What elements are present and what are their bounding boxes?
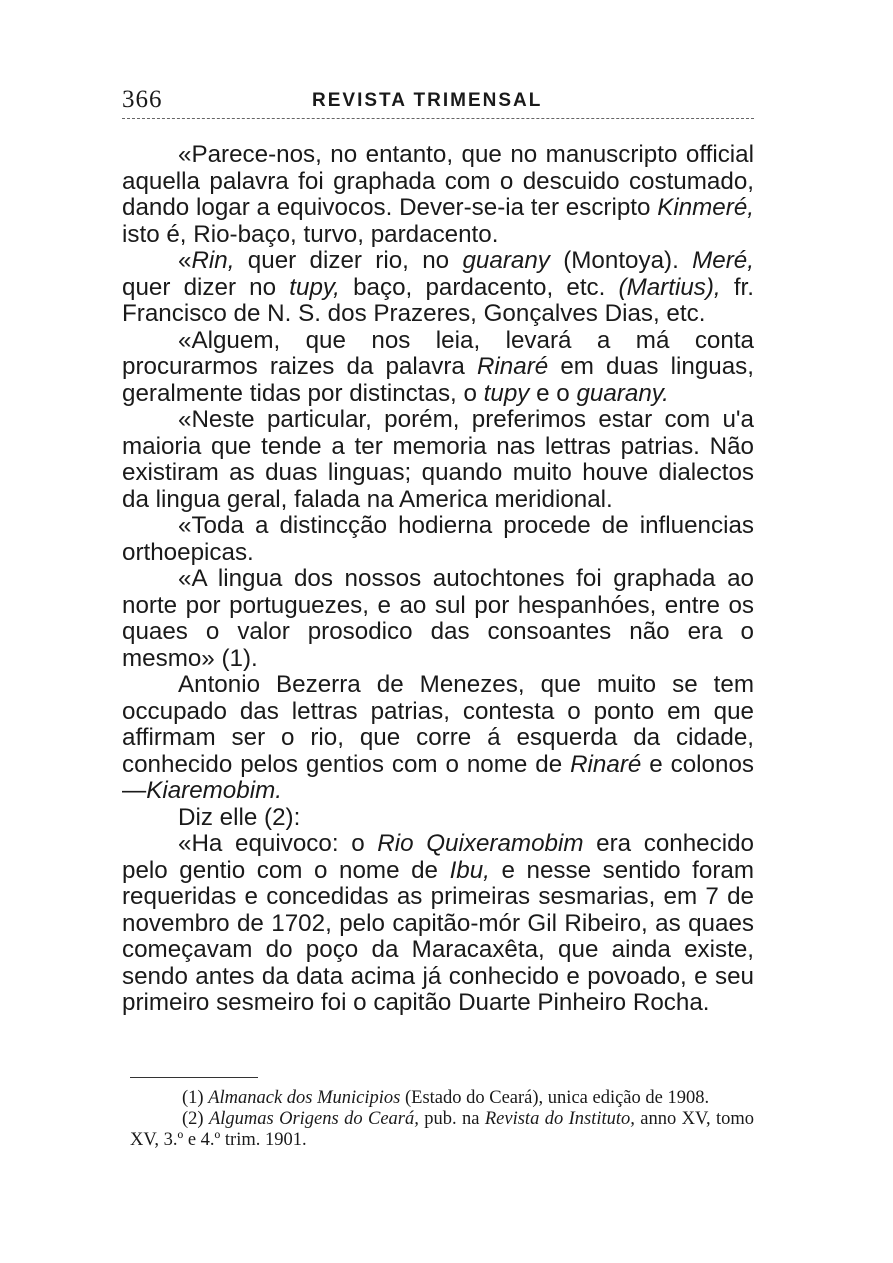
- text-run: quer dizer no: [122, 273, 290, 301]
- italic-term: tupy: [483, 379, 530, 407]
- text-run: pub. na: [418, 1109, 485, 1129]
- italic-term: guarany: [462, 247, 550, 274]
- text-run: «Ha equivoco: o: [178, 830, 378, 857]
- italic-term: Kinmeré,: [657, 194, 754, 221]
- text-run: e nesse sentido foram requeridas e concedidas as primeiras sesmarias, em 7 de novembro de 1702, pelo capitão-mór Gil Ribeiro, as quaes começavam do poço da Maracaxêta, que ainda existe, sendo antes da data acima já conhecido e povoado, e seu primeiro sesmeiro foi o capitão Duarte Pinheiro Rocha.: [122, 856, 754, 1016]
- text-run: «: [178, 247, 192, 274]
- paragraph-2: [122, 248, 754, 328]
- text-run: «Parece-nos, no entanto, que no manuscripto official aquella palavra foi graphada com o descuido costumado, dando logar a equivocos. Dever-se-ia ter escripto: [122, 141, 754, 221]
- paragraph-7: [122, 672, 754, 805]
- paragraph-6: «A lingua dos nossos autochtones foi graphada ao norte por portuguezes, e ao sul por hespanhóes, entre os quaes o valor prosodico das consoantes não era o mesmo» (1).: [122, 565, 754, 672]
- text-run: quer dizer rio, no: [234, 247, 463, 274]
- footnote-rule: [130, 1077, 258, 1078]
- header-rule: [122, 118, 754, 119]
- text-run: era conhecido pelo gentio com o nome de: [122, 830, 755, 884]
- italic-term: Rin,: [191, 247, 235, 274]
- footnote-marker: (2): [182, 1109, 209, 1129]
- italic-term: Ibu,: [449, 856, 490, 884]
- paragraph-9: [122, 831, 754, 1017]
- page-number: 366: [122, 86, 163, 113]
- italic-term: Rinaré: [476, 353, 549, 380]
- italic-term: guarany.: [576, 379, 669, 407]
- paragraph-4: «Neste particular, porém, preferimos estar com u'a maioria que tende a ter memoria nas lettras patrias. Não existiram as duas linguas; quando muito houve dialectos da lingua geral, falada na America meridional.: [122, 406, 754, 513]
- text-run: isto é, Rio-baço, turvo, pardacento.: [122, 220, 499, 248]
- text-run: Antonio Bezerra de Menezes, que muito se tem occupado das lettras patrias, contesta o ponto em que affirmam ser o rio, que corre á esquerda da cidade, conhecido pelos gentios com o nome de: [122, 671, 754, 778]
- italic-term: tupy,: [289, 273, 340, 301]
- italic-term: Rio Quixeramobim: [377, 830, 584, 857]
- italic-term: Meré,: [692, 247, 754, 274]
- paragraph-1: [122, 142, 754, 248]
- paragraph-5: «Toda a distincção hodierna procede de influencias orthoepicas.: [122, 512, 754, 566]
- italic-term: Almanack dos Municipios: [208, 1088, 401, 1108]
- paragraph-8: Diz elle (2):: [178, 803, 301, 831]
- page-header: [122, 86, 754, 116]
- italic-term: Algumas Origens do Ceará,: [208, 1109, 419, 1129]
- text-run: baço, pardacento, etc.: [339, 273, 619, 301]
- text-run: «Alguem, que nos leia, levará a má conta procurarmos raizes da palavra: [122, 326, 754, 380]
- footnote-2: [130, 1109, 754, 1151]
- footnote-1: [130, 1088, 754, 1109]
- text-run: e colonos—: [122, 750, 755, 804]
- footnote-marker: (1): [182, 1088, 209, 1108]
- italic-term: Kiaremobim.: [146, 777, 282, 804]
- running-title: REVISTA TRIMENSAL: [312, 90, 543, 111]
- paragraph-3: [122, 328, 754, 408]
- text-run: e o: [529, 379, 577, 407]
- italic-term: (Martius),: [618, 273, 721, 301]
- text-run: em duas linguas, geralmente tidas por distinctas, o: [122, 353, 754, 407]
- italic-term: Rinaré: [570, 750, 642, 778]
- body-text: [122, 142, 754, 1017]
- text-run: fr. Francisco de N. S. dos Prazeres, Gonçalves Dias, etc.: [122, 273, 754, 327]
- footnotes: [130, 1088, 754, 1151]
- text-run: (Estado do Ceará), unica edição de 1908.: [400, 1088, 710, 1108]
- text-run: anno XV, tomo XV, 3.º e 4.º trim. 1901.: [130, 1109, 755, 1150]
- italic-term: Revista do Instituto,: [484, 1109, 635, 1129]
- text-run: (Montoya).: [549, 247, 693, 274]
